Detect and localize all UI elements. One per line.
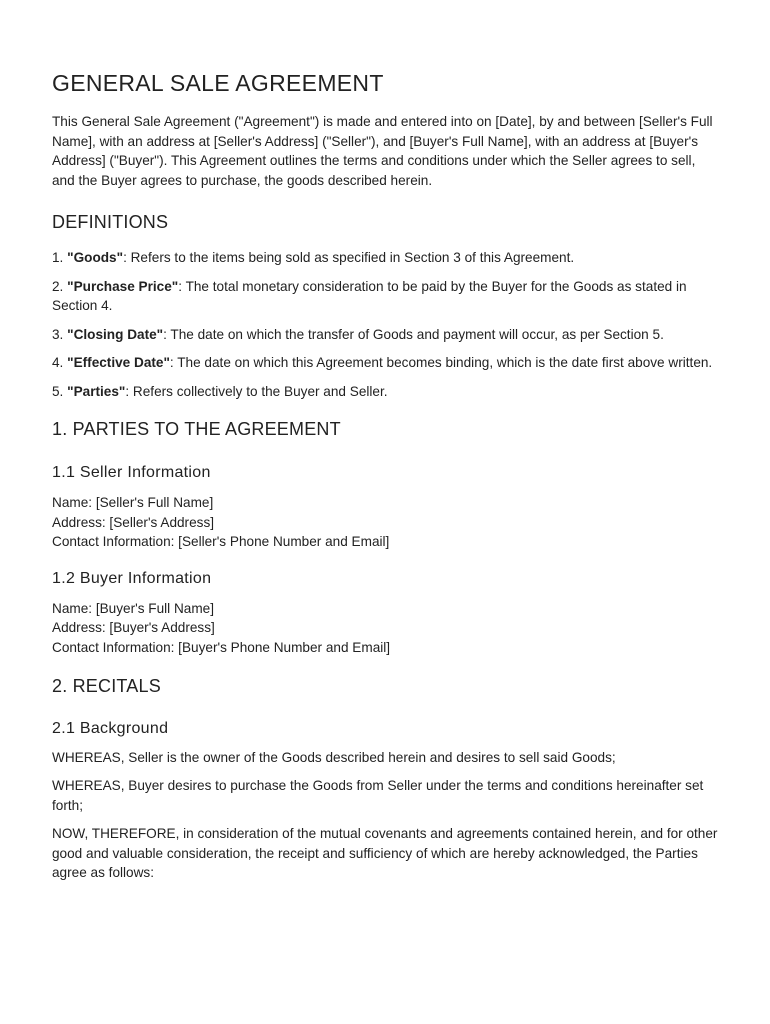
- definition-item: 2. "Purchase Price": The total monetary consideration to be paid by the Buyer for the Goods as stated in Section 4.: [52, 278, 687, 313]
- definition-item: 5. "Parties": Refers collectively to the Buyer and Seller.: [52, 383, 388, 399]
- recitals-heading: 2. RECITALS: [52, 675, 161, 696]
- recital-paragraph: WHEREAS, Seller is the owner of the Goods described herein and desires to sell said Goods;: [52, 749, 616, 765]
- seller-contact: Contact Information: [Seller's Phone Number and Email]: [52, 534, 390, 550]
- document-title: GENERAL SALE AGREEMENT: [52, 70, 384, 96]
- seller-name: Name: [Seller's Full Name]: [52, 495, 214, 510]
- buyer-name: Name: [Buyer's Full Name]: [52, 600, 214, 616]
- buyer-address: Address: [Buyer's Address]: [52, 620, 215, 636]
- buyer-info-block: [52, 599, 718, 658]
- intro-paragraph: This General Sale Agreement ("Agreement") is made and entered into on [Date], by and between [Seller's Full Name], with an address at [Seller's Address] ("Seller"), and [Buyer's Full Name], with an address at [Buyer's Address] ("Buyer"). This Agreement outlines the terms and conditions under which the Seller agrees to sell, and the Buyer agrees to purchase, the goods described herein.: [52, 114, 713, 188]
- background-heading: 2.1 Background: [52, 719, 169, 737]
- seller-address: Address: [Seller's Address]: [52, 514, 215, 530]
- seller-info-block: [52, 493, 718, 552]
- definition-item: 3. "Closing Date": The date on which the transfer of Goods and payment will occur, as per Section 5.: [52, 326, 664, 342]
- recital-paragraph: WHEREAS, Buyer desires to purchase the Goods from Seller under the terms and conditions hereinafter set forth;: [52, 778, 704, 813]
- definition-item: 1. "Goods": Refers to the items being sold as specified in Section 3 of this Agreement.: [52, 250, 575, 265]
- definition-item: 4. "Effective Date": The date on which this Agreement becomes binding, which is the date first above written.: [52, 355, 713, 370]
- seller-info-heading: 1.1 Seller Information: [52, 464, 211, 481]
- definitions-heading: DEFINITIONS: [52, 212, 169, 232]
- buyer-contact: Contact Information: [Buyer's Phone Number and Email]: [52, 639, 391, 655]
- recital-paragraph: NOW, THEREFORE, in consideration of the mutual covenants and agreements contained herein, and for other good and valuable consideration, the receipt and sufficiency of which are hereby acknowledged, the Parties agree as follows:: [52, 826, 718, 881]
- buyer-info-heading: 1.2 Buyer Information: [52, 569, 212, 587]
- parties-heading: 1. PARTIES TO THE AGREEMENT: [52, 419, 341, 439]
